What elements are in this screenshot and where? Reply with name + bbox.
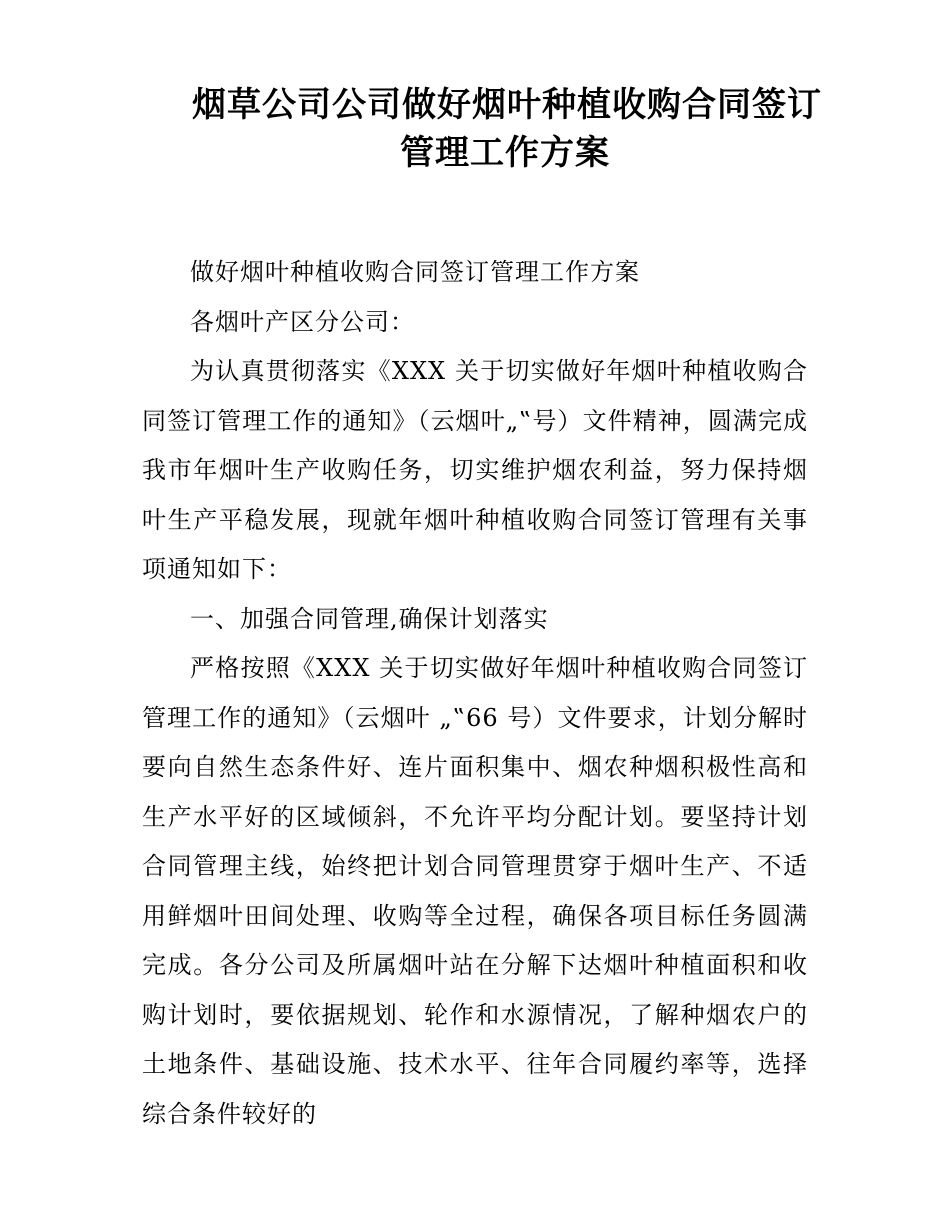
- section-heading-1: 一、加强合同管理,确保计划落实: [190, 604, 549, 633]
- title-line-1: 烟草公司公司做好烟叶种植收购合同签订: [192, 85, 822, 125]
- document-body: [142, 248, 808, 1139]
- body-paragraph-section-1: 严格按照《XXX 关于切实做好年烟叶种植收购合同签订管理工作的通知》（云烟叶 „‟66 号）文件要求，计划分解时要向自然生态条件好、连片面积集中、烟农种烟积极性高和生产水平好的区域倾斜，不允许平均分配计划。要坚持计划合同管理主线，始终把计划合同管理贯穿于烟叶生产、不适用鲜烟叶田间处理、收购等全过程，确保各项目标任务圆满完成。各分公司及所属烟叶站在分解下达烟叶种植面积和收购计划时，要依据规划、轮作和水源情况，了解种烟农户的土地条件、基础设施、技术水平、往年合同履约率等，选择综合条件较好的: [142, 654, 808, 1128]
- body-paragraph-subtitle: 做好烟叶种植收购合同签订管理工作方案: [190, 258, 640, 286]
- body-paragraph-intro: 为认真贯彻落实《XXX 关于切实做好年烟叶种植收购合同签订管理工作的通知》（云烟叶„‟号）文件精神，圆满完成我市年烟叶生产收购任务，切实维护烟农利益，努力保持烟叶生产平稳发展，现就年烟叶种植收购合同签订管理有关事项通知如下：: [142, 357, 808, 583]
- document-title: [120, 82, 890, 176]
- title-line-2: 管理工作方案: [400, 133, 610, 173]
- body-paragraph-salutation: 各烟叶产区分公司：: [190, 307, 415, 336]
